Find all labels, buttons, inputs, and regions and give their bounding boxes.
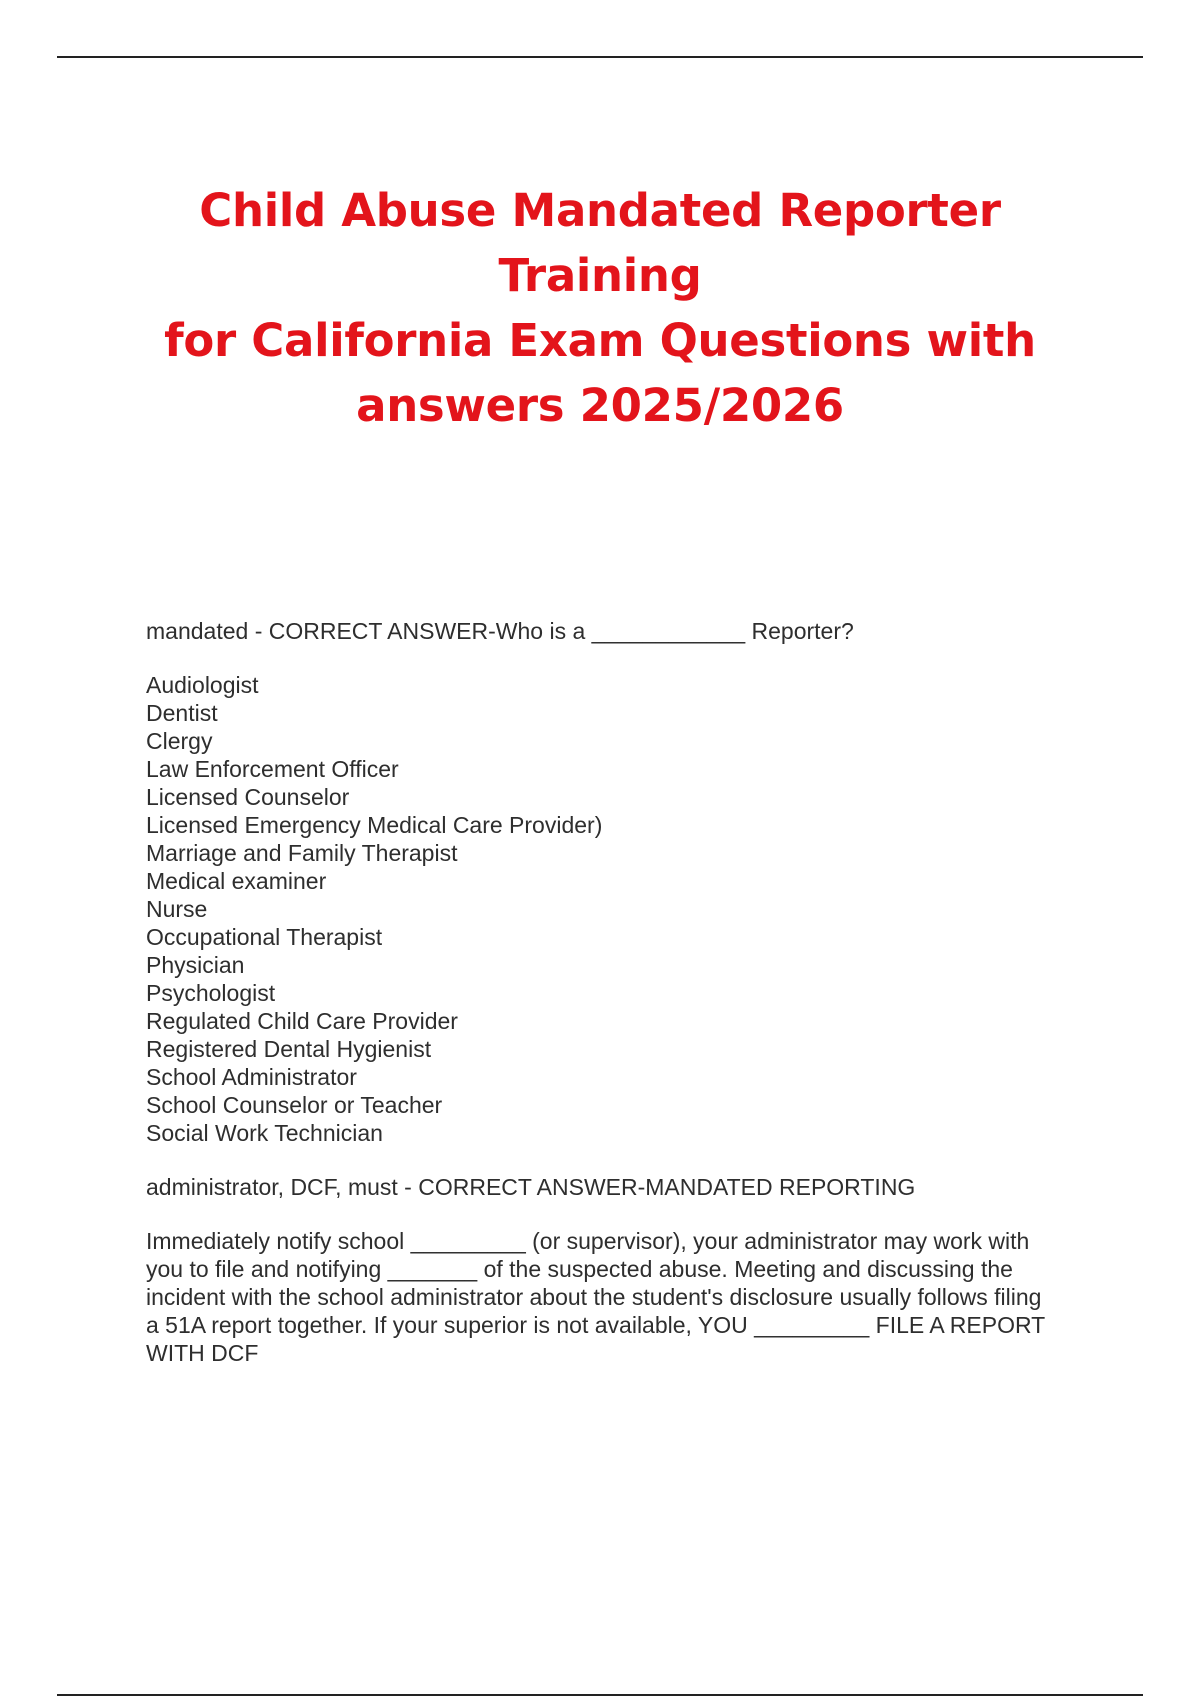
list-item: Registered Dental Hygienist: [146, 1036, 432, 1062]
spacer: [146, 1201, 1096, 1227]
bottom-divider: [57, 1694, 1143, 1696]
answer-2-line: Immediately notify school _________ (or supervisor), your administrator may work with: [146, 1228, 1030, 1254]
spacer: [146, 1147, 1096, 1173]
title-line-1: Child Abuse Mandated Reporter Training: [199, 184, 1001, 302]
spacer: [146, 645, 1096, 671]
list-item: Dentist: [146, 700, 218, 726]
list-item: Licensed Counselor: [146, 784, 350, 810]
list-item: Clergy: [146, 728, 213, 754]
answer-2-line: a 51A report together. If your superior is not available, YOU _________ FILE A REPORT: [146, 1312, 1046, 1338]
list-item: Occupational Therapist: [146, 924, 383, 950]
list-item: Audiologist: [146, 672, 259, 698]
title-line-2: for California Exam Questions with: [164, 314, 1036, 367]
document-title: [100, 178, 1100, 438]
question-2: administrator, DCF, must - CORRECT ANSWER-MANDATED REPORTING: [146, 1174, 916, 1200]
list-item: Law Enforcement Officer: [146, 756, 399, 782]
top-divider: [57, 56, 1143, 58]
answer-2-line: WITH DCF: [146, 1340, 259, 1366]
document-body: [146, 617, 1096, 1367]
list-item: Regulated Child Care Provider: [146, 1008, 458, 1034]
list-item: School Counselor or Teacher: [146, 1092, 443, 1118]
question-1: mandated - CORRECT ANSWER-Who is a ____________ Reporter?: [146, 618, 854, 644]
list-item: Licensed Emergency Medical Care Provider): [146, 812, 603, 838]
answer-2-line: incident with the school administrator about the student's disclosure usually follows filing: [146, 1284, 1042, 1310]
list-item: Psychologist: [146, 980, 276, 1006]
answer-2-line: you to file and notifying _______ of the suspected abuse. Meeting and discussing the: [146, 1256, 1013, 1282]
list-item: Medical examiner: [146, 868, 327, 894]
answer-2: [146, 1227, 1096, 1367]
list-item: Marriage and Family Therapist: [146, 840, 458, 866]
list-item: School Administrator: [146, 1064, 357, 1090]
list-item: Physician: [146, 952, 245, 978]
mandated-reporter-list: [146, 671, 1096, 1147]
title-line-3: answers 2025/2026: [356, 379, 844, 432]
list-item: Nurse: [146, 896, 208, 922]
list-item: Social Work Technician: [146, 1120, 383, 1146]
